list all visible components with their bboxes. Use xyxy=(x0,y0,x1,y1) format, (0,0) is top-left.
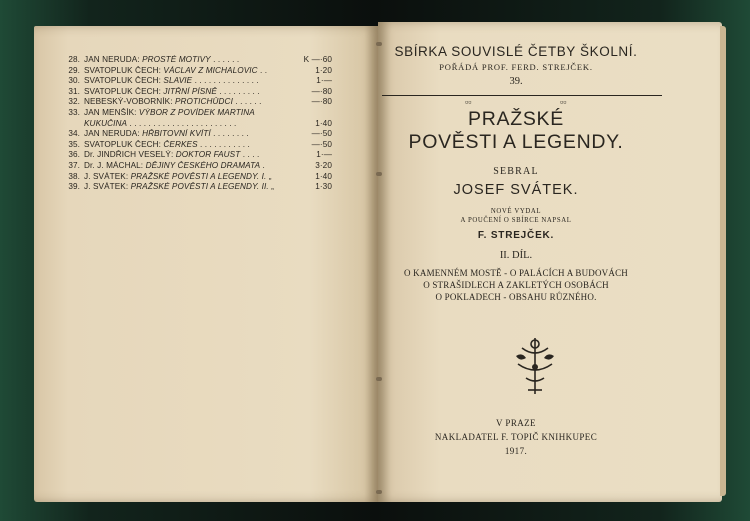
author-name: JOSEF SVÁTEK. xyxy=(453,182,579,198)
item-number: 29. xyxy=(68,65,80,75)
list-item xyxy=(62,161,332,172)
item-price: 1·— xyxy=(316,150,332,160)
item-text xyxy=(84,161,300,172)
item-number: 31. xyxy=(68,86,80,96)
item-price: —·50 xyxy=(311,139,332,149)
item-title: DĚJINY ČESKÉHO DRAMATA xyxy=(145,160,261,170)
item-price: —·80 xyxy=(311,86,332,96)
item-text xyxy=(84,76,300,87)
list-item xyxy=(62,87,332,98)
item-leader: . . . . xyxy=(240,150,260,160)
item-author: J. SVÁTEK: xyxy=(84,171,129,181)
item-title: ČERKES xyxy=(163,139,198,149)
item-leader: . xyxy=(260,160,265,170)
item-title: PRAŽSKÉ POVĚSTI A LEGENDY. II. xyxy=(130,182,269,192)
item-title: KUKUČINA xyxy=(84,118,128,128)
item-number: 33. xyxy=(68,107,80,117)
book-title-line2: POVĚSTI A LEGENDY. xyxy=(408,131,624,153)
right-page xyxy=(378,22,722,502)
item-title: SLAVIE xyxy=(163,76,193,86)
item-number: 39. xyxy=(68,182,80,192)
series-title: SBÍRKA SOUVISLÉ ČETBY ŠKOLNÍ. xyxy=(394,44,638,59)
item-number: 32. xyxy=(68,97,80,107)
list-item xyxy=(62,172,332,183)
item-number: 37. xyxy=(68,160,80,170)
item-leader: . . . . . . . . . . . . . . . . . . . . . . . xyxy=(127,118,237,128)
place: V PRAZE xyxy=(496,418,536,428)
item-author: SVATOPLUK ČECH: xyxy=(84,139,162,149)
item-leader: „ xyxy=(266,171,272,181)
item-price: 3·20 xyxy=(315,160,332,170)
list-item xyxy=(62,182,332,193)
item-author: J. SVÁTEK: xyxy=(84,182,129,192)
item-leader: „ xyxy=(268,182,274,192)
item-author: NEBESKÝ-VOBORNÍK: xyxy=(84,97,173,107)
item-number: 30. xyxy=(68,76,80,86)
item-price: 1·40 xyxy=(315,171,332,181)
item-author: JAN NERUDA: xyxy=(84,55,140,64)
publisher: NAKLADATEL F. TOPIČ KNIHKUPEC xyxy=(434,432,598,442)
new-edition-line2: A POUČENÍ O SBÍRCE NAPSAL xyxy=(460,217,572,224)
item-text xyxy=(84,87,300,98)
item-price: 1·20 xyxy=(315,65,332,75)
item-text xyxy=(84,129,300,140)
item-title: VÁCLAV Z MICHALOVIC xyxy=(163,65,258,75)
item-leader: . . . . . . . . xyxy=(210,129,249,139)
item-author: JAN NERUDA: xyxy=(84,129,140,139)
new-edition-line1: NOVÉ VYDAL xyxy=(490,208,542,215)
item-title: VÝBOR Z POVÍDEK MARTINA xyxy=(138,107,255,117)
item-leader: . . . . . . xyxy=(210,55,240,64)
binding-stitch xyxy=(376,490,382,494)
item-leader: . . . . . . . . . . . . . . xyxy=(192,76,259,86)
item-author: SVATOPLUK ČECH: xyxy=(84,65,162,75)
item-number: 35. xyxy=(68,139,80,149)
item-number: 34. xyxy=(68,129,80,139)
publisher-emblem-icon xyxy=(508,334,562,400)
item-title: PRAŽSKÉ POVĚSTI A LEGENDY. I. xyxy=(130,171,267,181)
collected-by-label: SEBRAL xyxy=(493,166,539,177)
item-text xyxy=(84,97,300,108)
item-author: JAN MENŠÍK: xyxy=(84,107,137,117)
page-edge xyxy=(720,26,726,496)
list-item xyxy=(62,66,332,77)
item-price xyxy=(300,108,332,119)
item-title: JITŘNÍ PÍSNĚ xyxy=(163,86,217,96)
ornament: ▫▫ xyxy=(465,97,472,107)
item-number: 28. xyxy=(68,55,80,64)
item-number: 38. xyxy=(68,171,80,181)
part-label: II. DÍL. xyxy=(499,250,533,261)
item-title: HŘBITOVNÍ KVÍTÍ xyxy=(142,129,211,139)
item-title: DOKTOR FAUST xyxy=(175,150,241,160)
item-text xyxy=(84,119,300,130)
item-price: —·50 xyxy=(311,129,332,139)
item-number xyxy=(62,119,80,130)
item-leader: . . xyxy=(257,65,268,75)
item-author: SVATOPLUK ČECH: xyxy=(84,86,162,96)
contents-line3: O POKLADECH - OBSAHU RŮZNÉHO. xyxy=(435,292,597,302)
list-item xyxy=(62,140,332,151)
contents-line1: O KAMENNÉM MOSTĚ - O PALÁCÍCH A BUDOVÁCH xyxy=(404,268,628,278)
list-item xyxy=(62,129,332,140)
item-leader: . . . . . . . . . xyxy=(216,86,260,96)
item-author: Dr. JINDŘICH VESELÝ: xyxy=(84,150,174,160)
item-price: 1·30 xyxy=(315,182,332,192)
book-title-line1: PRAŽSKÉ xyxy=(468,108,564,130)
year: 1917. xyxy=(504,446,528,456)
item-author: Dr. J. MÁCHAL: xyxy=(84,160,144,170)
item-title: PROTICHŮDCI xyxy=(174,97,233,107)
list-item xyxy=(62,97,332,108)
binding-stitch xyxy=(376,377,382,381)
volume-number: 39. xyxy=(509,76,523,87)
top-rule xyxy=(382,95,662,96)
list-item xyxy=(62,76,332,87)
series-editor: POŘÁDÁ PROF. FERD. STREJČEK. xyxy=(439,62,593,72)
item-price: 1·40 xyxy=(315,118,332,128)
item-text xyxy=(84,182,300,193)
item-text xyxy=(84,140,300,151)
list-item xyxy=(62,150,332,161)
item-price: K —·60 xyxy=(303,55,332,64)
item-price: 1·— xyxy=(316,76,332,86)
item-text xyxy=(84,55,300,66)
series-list xyxy=(62,55,332,193)
item-price: —·80 xyxy=(311,97,332,107)
ornament: ▫▫ xyxy=(560,97,567,107)
item-number: 36. xyxy=(68,150,80,160)
list-item xyxy=(62,108,332,119)
list-item xyxy=(62,119,332,130)
contents-line2: O STRAŠIDLECH A ZAKLETÝCH OSOBÁCH xyxy=(423,280,609,290)
item-text xyxy=(84,172,300,183)
new-editor-name: F. STREJČEK. xyxy=(477,230,555,241)
list-item xyxy=(62,55,332,66)
item-author: SVATOPLUK ČECH: xyxy=(84,76,162,86)
item-leader: . . . . . . . . . . . xyxy=(197,139,250,149)
item-leader: . . . . . . xyxy=(232,97,262,107)
item-title: PROSTÉ MOTIVY xyxy=(142,55,211,64)
item-text xyxy=(84,108,300,119)
item-text xyxy=(84,150,300,161)
item-text xyxy=(84,66,300,77)
